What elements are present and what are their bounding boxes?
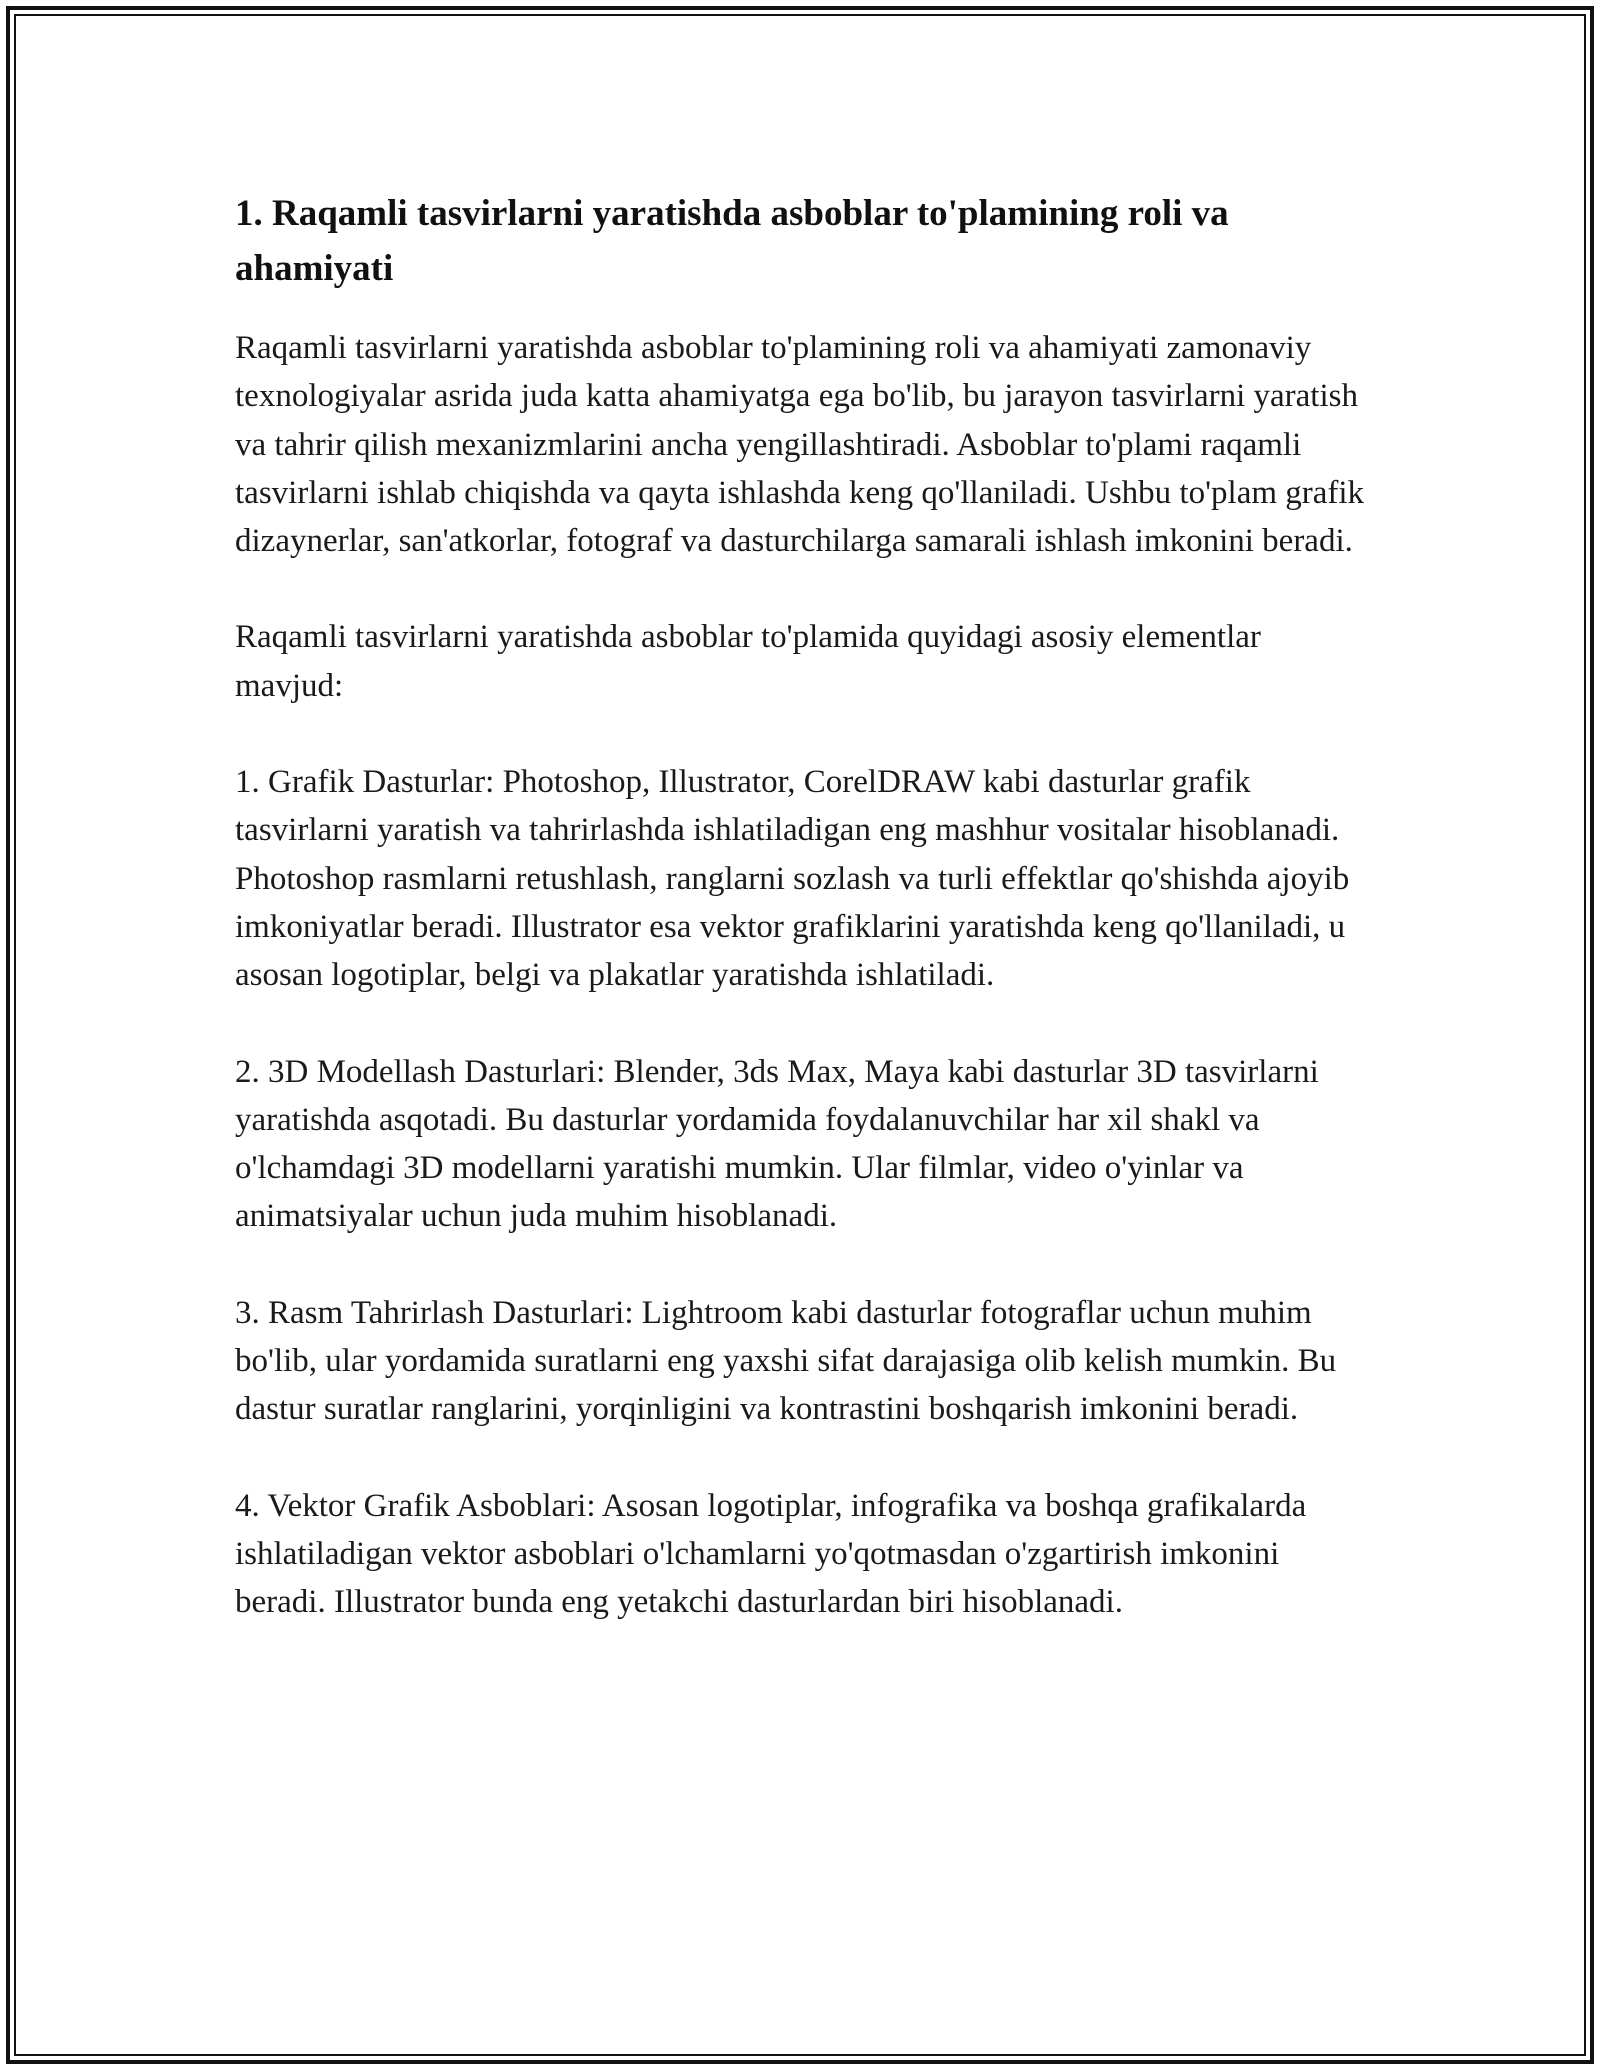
section-heading: 1. Raqamli tasvirlarni yaratishda asboblar to'plamining roli va ahamiyati [235,193,1229,289]
list-item-3d-modeling: 2. 3D Modellash Dasturlari: Blender, 3ds Max, Maya kabi dasturlar 3D tasvirlarni yaratishda asqotadi. Bu dasturlar yordamida foydalanuvchilar har xil shakl va o'lchamdagi 3D modellarni yaratishi mumkin. Ular filmlar, video o'yinlar va animatsiyalar uchun juda muhim hisoblanadi. [235,1053,1319,1235]
list-item-photo-editing: 3. Rasm Tahrirlash Dasturlari: Lightroom kabi dasturlar fotograflar uchun muhim bo'lib, ular yordamida suratlarni eng yaxshi sifat darajasiga olib kelish mumkin. Bu dastur suratlar ranglarini, yorqinligini va kontrastini boshqarish imkonini beradi. [235,1294,1337,1428]
list-item-vector-tools: 4. Vektor Grafik Asboblari: Asosan logotiplar, infografika va boshqa grafikalarda ishlatiladigan vektor asboblari o'lchamlarni yo'qotmasdan o'zgartirish imkonini beradi. Illustrator bunda eng yetakchi dasturlardan biri hisoblanadi. [235,1487,1307,1621]
intro-paragraph: Raqamli tasvirlarni yaratishda asboblar to'plamining roli va ahamiyati zamonaviy texnologiyalar asrida juda katta ahamiyatga ega bo'lib, bu jarayon tasvirlarni yaratish va tahrir qilish mexanizmlarini ancha yengillashtiradi. Asboblar to'plami raqamli tasvirlarni ishlab chiqishda va qayta ishlashda keng qo'llaniladi. Ushbu to'plam grafik dizaynerlar, san'atkorlar, fotograf va dasturchilarga samarali ishlash imkonini beradi. [235,330,1365,560]
list-item-graphic-software: 1. Grafik Dasturlar: Photoshop, Illustrator, CorelDRAW kabi dasturlar grafik tasvirlarni yaratish va tahrirlashda ishlatiladigan eng mashhur vositalar hisoblanadi. Photoshop rasmlarni retushlash, ranglarni sozlash va turli effektlar qo'shishda ajoyib imkoniyatlar beradi. Illustrator esa vektor grafiklarini yaratishda keng qo'llaniladi, u asosan logotiplar, belgi va plakatlar yaratishda ishlatiladi. [235,764,1350,994]
elements-intro-paragraph: Raqamli tasvirlarni yaratishda asboblar to'plamida quyidagi asosiy elementlar mavjud: [235,619,1261,704]
document-body [235,186,1365,1675]
